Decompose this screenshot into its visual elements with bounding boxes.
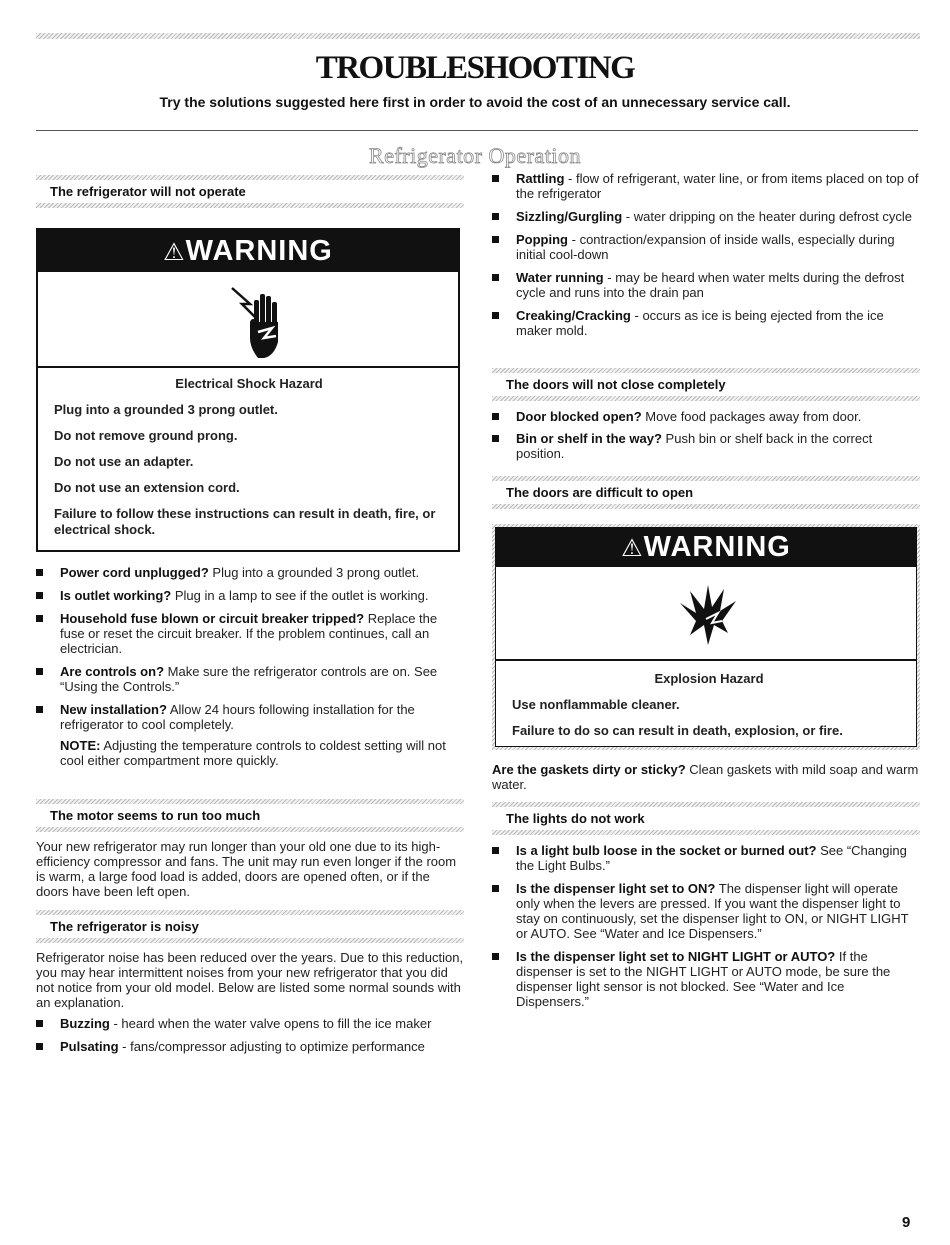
warning-text-electrical: Electrical Shock Hazard Plug into a grounded 3 prong outlet. Do not remove ground prong. Do not use an adapter. Do not use an extension cord. Failure to follow these instructions can result in death, fire, or electrical shock. <box>54 376 436 537</box>
top-decorative-bar <box>36 33 920 39</box>
list-item: Buzzing - heard when the water valve opens to fill the ice maker <box>36 1016 464 1031</box>
list-item: Household fuse blown or circuit breaker tripped? Replace the fuse or reset the circuit breaker. If the problem continues, call an electrician. <box>36 611 464 656</box>
bullet-icon <box>492 312 499 319</box>
list-item: New installation? Allow 24 hours following installation for the refrigerator to cool completely. <box>36 702 464 732</box>
list-item: Is the dispenser light set to NIGHT LIGHT or AUTO? If the dispenser is set to the NIGHT LIGHT or AUTO mode, be sure the dispenser light sensor is not blocked. See “Water and Ice Dispensers.” <box>492 949 920 1009</box>
page-subtitle: Try the solutions suggested here first in order to avoid the cost of an unnecessary service call. <box>159 94 791 110</box>
heading-noisy: The refrigerator is noisy <box>36 919 464 934</box>
bullet-icon <box>492 413 499 420</box>
explosion-icon-area <box>495 567 917 659</box>
bullet-icon <box>36 1020 43 1027</box>
warning-triangle-icon: ⚠ <box>621 535 644 562</box>
bullet-icon <box>492 953 499 960</box>
list-item: Pulsating - fans/compressor adjusting to optimize performance <box>36 1039 464 1054</box>
heading-doors-close: The doors will not close completely <box>492 377 920 392</box>
note-item: NOTE: Adjusting the temperature controls to coldest setting will not cool either compartment more quickly. <box>60 738 446 768</box>
noise-list-left <box>36 1016 464 1054</box>
bullet-icon <box>492 213 499 220</box>
electric-shock-hand-icon <box>228 282 288 362</box>
list-item: Power cord unplugged? Plug into a grounded 3 prong outlet. <box>36 565 464 580</box>
shock-icon-area <box>38 272 458 368</box>
warning-box-explosion <box>492 524 920 750</box>
bullet-icon <box>36 615 43 622</box>
list-item: Bin or shelf in the way? Push bin or shelf back in the correct position. <box>492 431 920 461</box>
page-title: TROUBLESHOOTING <box>315 50 635 86</box>
heading-lights: The lights do not work <box>492 811 920 826</box>
list-item: Popping - contraction/expansion of inside walls, especially during initial cool-down <box>492 232 920 262</box>
warning-box-electrical <box>36 228 460 552</box>
list-item: Are controls on? Make sure the refrigerator controls are on. See “Using the Controls.” <box>36 664 464 694</box>
header-rule <box>36 130 918 131</box>
list-item: Is the dispenser light set to ON? The dispenser light will operate only when the levers are pressed. If you want the dispenser light to stay on continuously, set the dispenser light to ON, or NIGHT LIGHT or AUTO. See “Water and Ice Dispensers.” <box>492 881 920 941</box>
motor-paragraph: Your new refrigerator may run longer than your old one due to its high-efficiency compressor and fans. The unit may run even longer if the room is warm, a large food load is added, doors are opened often, or if the doors have been left open. <box>36 839 457 899</box>
section-title: Refrigerator Operation <box>369 143 581 168</box>
list-item: Water running - may be heard when water melts during the defrost cycle and runs into the drain pan <box>492 270 920 300</box>
bullet-icon <box>492 885 499 892</box>
gasket-paragraph: Are the gaskets dirty or sticky? Clean gaskets with mild soap and warm water. <box>492 762 919 792</box>
list-item: Rattling - flow of refrigerant, water line, or from items placed on top of the refrigerator <box>492 171 920 201</box>
noisy-paragraph: Refrigerator noise has been reduced over the years. Due to this reduction, you may hear intermittent noises from your new refrigerator that you did not notice from your old model. Below are listed some normal sounds with an explanation. <box>36 950 464 1010</box>
bullet-icon <box>492 847 499 854</box>
bullet-icon <box>492 175 499 182</box>
operate-checklist <box>36 565 464 768</box>
bullet-icon <box>36 1043 43 1050</box>
noise-list-right <box>492 171 920 338</box>
bullet-icon <box>492 274 499 281</box>
list-item: Is a light bulb loose in the socket or burned out? See “Changing the Light Bulbs.” <box>492 843 920 873</box>
warning-banner: ⚠WARNING <box>38 230 458 272</box>
list-item: Door blocked open? Move food packages away from door. <box>492 409 920 424</box>
list-item: Is outlet working? Plug in a lamp to see if the outlet is working. <box>36 588 464 603</box>
list-item: Creaking/Cracking - occurs as ice is being ejected from the ice maker mold. <box>492 308 920 338</box>
page-number: 9 <box>902 1214 911 1231</box>
heading-doors-open: The doors are difficult to open <box>492 485 920 500</box>
explosion-icon <box>676 583 740 647</box>
warning-banner: ⚠WARNING <box>495 527 917 567</box>
lights-list <box>492 843 920 1009</box>
heading-will-not-operate: The refrigerator will not operate <box>36 184 464 199</box>
heading-motor: The motor seems to run too much <box>36 808 464 823</box>
doors-close-list <box>492 409 920 461</box>
bullet-icon <box>36 668 43 675</box>
list-item: Sizzling/Gurgling - water dripping on the heater during defrost cycle <box>492 209 920 224</box>
warning-triangle-icon: ⚠ <box>163 239 186 266</box>
bullet-icon <box>36 569 43 576</box>
bullet-icon <box>36 706 43 713</box>
bullet-icon <box>36 592 43 599</box>
bullet-icon <box>492 236 499 243</box>
bullet-icon <box>492 435 499 442</box>
warning-text-explosion: Explosion Hazard Use nonflammable cleaner. Failure to do so can result in death, explosion, or fire. <box>495 661 917 747</box>
